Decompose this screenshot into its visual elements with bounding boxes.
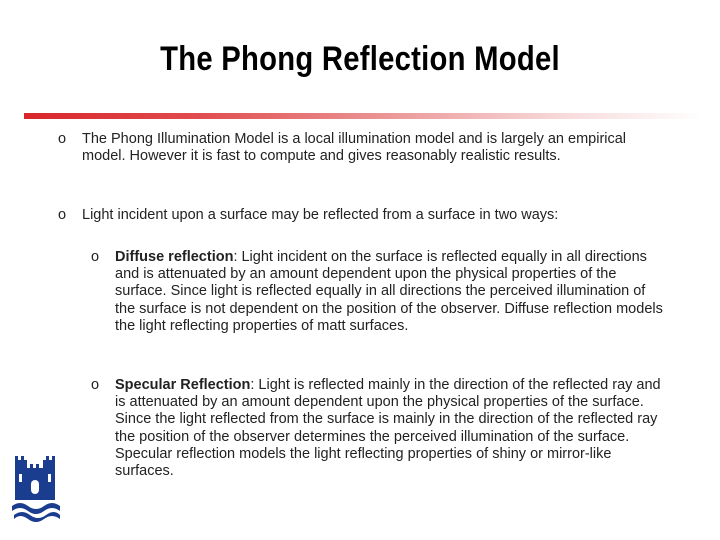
sub-bullet-content xyxy=(115,377,663,480)
bullet-text: The Phong Illumination Model is a local illumination model and is largely an empirical model. However it is fast to compute and gives reasonably realistic results. xyxy=(82,131,627,164)
title-divider xyxy=(24,113,704,119)
bullet-marker: o xyxy=(58,131,67,147)
slide-title: The Phong Reflection Model xyxy=(160,40,560,78)
sub-bullet-text: : Light is reflected mainly in the direction of the reflected ray and is attenuated by an amount dependent upon the physical properties of the surface. Since the light reflected from the surface is mainly in the direction of the reflected ray the position of the observer determines the perceived illumination of the surface. Specular reflection models the light reflecting properties of shiny or mirror-like surfaces. xyxy=(115,377,661,480)
sub-bullet-text: : Light incident on the surface is reflected equally in all directions and is attenuated by an amount dependent upon the physical properties of the surface. Since light is reflected equally in all directions the perceived illumination of the surface is not dependent on the position of the observer. Diffuse reflection models the light reflecting properties of matt surfaces. xyxy=(115,249,663,334)
sub-bullet-term: Specular Reflection xyxy=(115,377,251,393)
castle-logo-icon xyxy=(12,454,62,524)
sub-bullet-marker: o xyxy=(91,249,100,265)
bullet-text: Light incident upon a surface may be reflected from a surface in two ways: xyxy=(82,207,559,223)
bullet-marker: o xyxy=(58,207,67,223)
university-logo xyxy=(12,454,62,529)
sub-bullet-marker: o xyxy=(91,377,100,393)
sub-bullet-content xyxy=(115,249,663,335)
sub-bullet-term: Diffuse reflection xyxy=(115,249,234,265)
